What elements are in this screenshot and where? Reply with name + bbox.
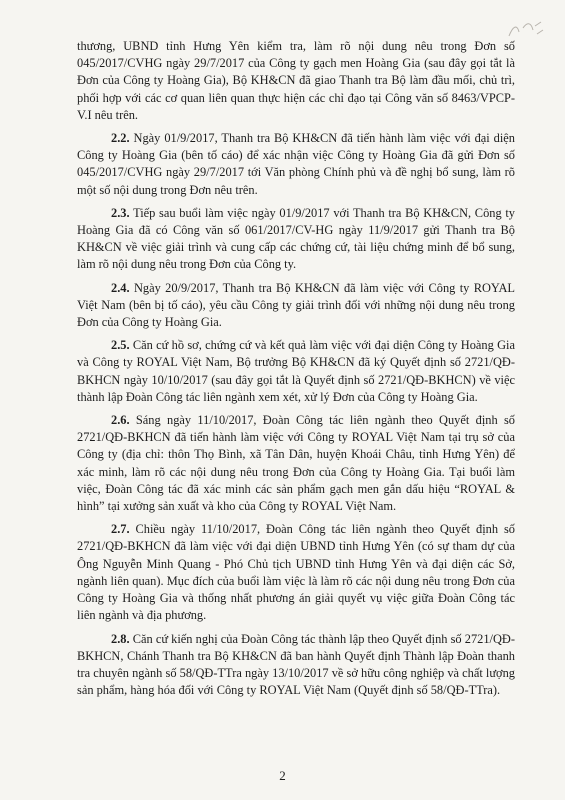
section-number: 2.6. (111, 413, 130, 428)
section-number: 2.4. (111, 280, 130, 295)
paragraph-2-2: 2.2. Ngày 01/9/2017, Thanh tra Bộ KH&CN đã tiến hành làm việc với đại diện Công ty Hoàng Gia (bên tố cáo) để xác nhận việc Công ty Hoàng Gia đã gửi Đơn số 045/2017/CVHG ngày 29/7/2017 tới Văn phòng Chính phủ và đề nghị bổ sung, làm rõ một số nội dung trong Đơn nêu trên. (77, 131, 515, 197)
paragraph-2-6: 2.6. Sáng ngày 11/10/2017, Đoàn Công tác liên ngành theo Quyết định số 2721/QĐ-BKHCN đã tiến hành làm việc với Công ty ROYAL Việt Nam tại trụ sở của Công ty (địa chỉ: thôn Thọ Bình, xã Tân Dân, huyện Khoái Châu, tỉnh Hưng Yên) để xác minh, làm rõ các nội dung nêu trong Đơn của Công ty Hoàng Gia. Tại buổi làm việc, Đoàn Công tác đã xác minh các sản phẩm gạch men gắn dấu hiệu “ROYAL & hình” tại xưởng sản xuất và kho của Công ty ROYAL Việt Nam. (77, 413, 515, 514)
page-number: 2 (279, 768, 286, 783)
paragraph-2-4: 2.4. Ngày 20/9/2017, Thanh tra Bộ KH&CN đã làm việc với Công ty ROYAL Việt Nam (bên bị tố cáo), yêu cầu Công ty giải trình đối với những nội dung nêu trong Đơn của Công ty Hoàng Gia. (77, 280, 515, 330)
document-body (77, 38, 515, 705)
section-number: 2.8. (111, 631, 130, 646)
paragraph-2-5: 2.5. Căn cứ hồ sơ, chứng cứ và kết quả làm việc với đại diện Công ty Hoàng Gia và Công ty ROYAL Việt Nam, Bộ trưởng Bộ KH&CN đã ký Quyết định số 2721/QĐ-BKHCN ngày 10/10/2017 (sau đây gọi tắt là Quyết định số 2721/QĐ-BKHCN) về việc thành lập Đoàn Công tác liên ngành xem xét, xử lý Đơn của Công ty Hoàng Gia. (77, 338, 515, 404)
section-number: 2.3. (111, 205, 130, 220)
section-number: 2.5. (111, 338, 130, 353)
paragraph-2-3: 2.3. Tiếp sau buổi làm việc ngày 01/9/2017 với Thanh tra Bộ KH&CN, Công ty Hoàng Gia đã có Công văn số 061/2017/CV-HG ngày 11/9/2017 gửi Thanh tra Bộ KH&CN về việc giải trình và cung cấp các chứng cứ, tài liệu chứng minh để bổ sung, làm rõ nội dung nêu trong Đơn của Công ty. (77, 205, 515, 272)
section-number: 2.7. (111, 522, 130, 537)
paragraph-intro: thương, UBND tỉnh Hưng Yên kiểm tra, làm rõ nội dung nêu trong Đơn số 045/2017/CVHG ngày 29/7/2017 của Công ty gạch men Hoàng Gia (sau đây gọi tắt là Đơn của Công ty Hoàng Gia), Bộ KH&CN đã giao Thanh tra Bộ làm đầu mối, chủ trì, phối hợp với các cơ quan liên quan thực hiện các chỉ đạo tại Công văn số 8463/VPCP-V.I nêu trên. (77, 39, 515, 122)
section-number: 2.2. (111, 131, 130, 146)
paragraph-2-7: 2.7. Chiều ngày 11/10/2017, Đoàn Công tác liên ngành theo Quyết định số 2721/QĐ-BKHCN đã làm việc với đại diện UBND tỉnh Hưng Yên (có sự tham dự của Ông Nguyễn Minh Quang - Phó Chủ tịch UBND tỉnh Hưng Yên và đại diện các Sở, ngành liên quan). Mục đích của buổi làm việc là làm rõ các nội dung nêu trong Đơn của Công ty Hoàng Gia và thống nhất phương án giải quyết vụ việc giữa Đoàn Công tác liên ngành và địa phương. (77, 522, 515, 623)
paragraph-2-8: 2.8. Căn cứ kiến nghị của Đoàn Công tác thành lập theo Quyết định số 2721/QĐ-BKHCN, Chánh Thanh tra Bộ KH&CN đã ban hành Quyết định Thành lập Đoàn thanh tra chuyên ngành số 58/QĐ-TTra ngày 13/10/2017 về sở hữu công nghiệp và chất lượng sản phẩm, hàng hóa đối với Công ty ROYAL Việt Nam (Quyết định số 58/QĐ-TTra). (77, 631, 515, 698)
